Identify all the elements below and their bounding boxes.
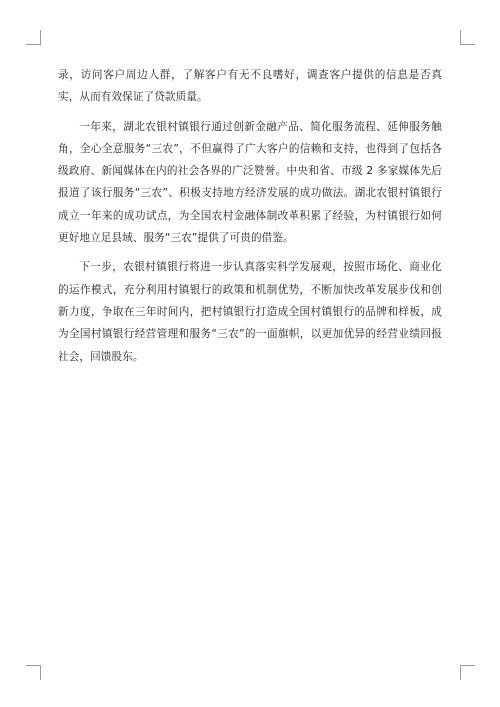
paragraph-continued: 录，访问客户周边人群，了解客户有无不良嗜好，调查客户提供的信息是否真实，从而有效保证了贷款质量。 [58,69,442,104]
document-body [58,64,442,375]
paragraph-next-steps: 下一步，农银村镇银行将进一步认真落实科学发展观，按照市场化、商业化的运作模式，充分利用村镇银行的政策和机制优势，不断加快改革发展步伐和创新力度，争取在三年时间内，把村镇银行打造成全国村镇银行的品牌和样板，成为全国村镇银行经营管理和服务“三农”的一面旗帜，以更加优异的经营业绩回报社会，回馈股东。 [58,261,442,363]
crop-mark-top-left [26,30,41,45]
crop-mark-bottom-left [26,665,41,680]
crop-mark-top-right [460,30,475,45]
crop-mark-bottom-right [460,665,475,680]
paragraph-achievements: 一年来，湖北农银村镇银行通过创新金融产品、简化服务流程、延伸服务触角，全心全意服务“三农”，不但赢得了广大客户的信赖和支持，也得到了包括各级政府、新闻媒体在内的社会各界的广泛赞誉。中央和省、市级 2 多家媒体先后报道了该行服务“三农”、积极支持地方经济发展的成功做法。湖北农银村镇银行成立一年来的成功试点，为全国农村金融体制改革积累了经验，为村镇银行如何更好地立足县域、服务“三农”提供了可贵的借鉴。 [58,120,442,245]
